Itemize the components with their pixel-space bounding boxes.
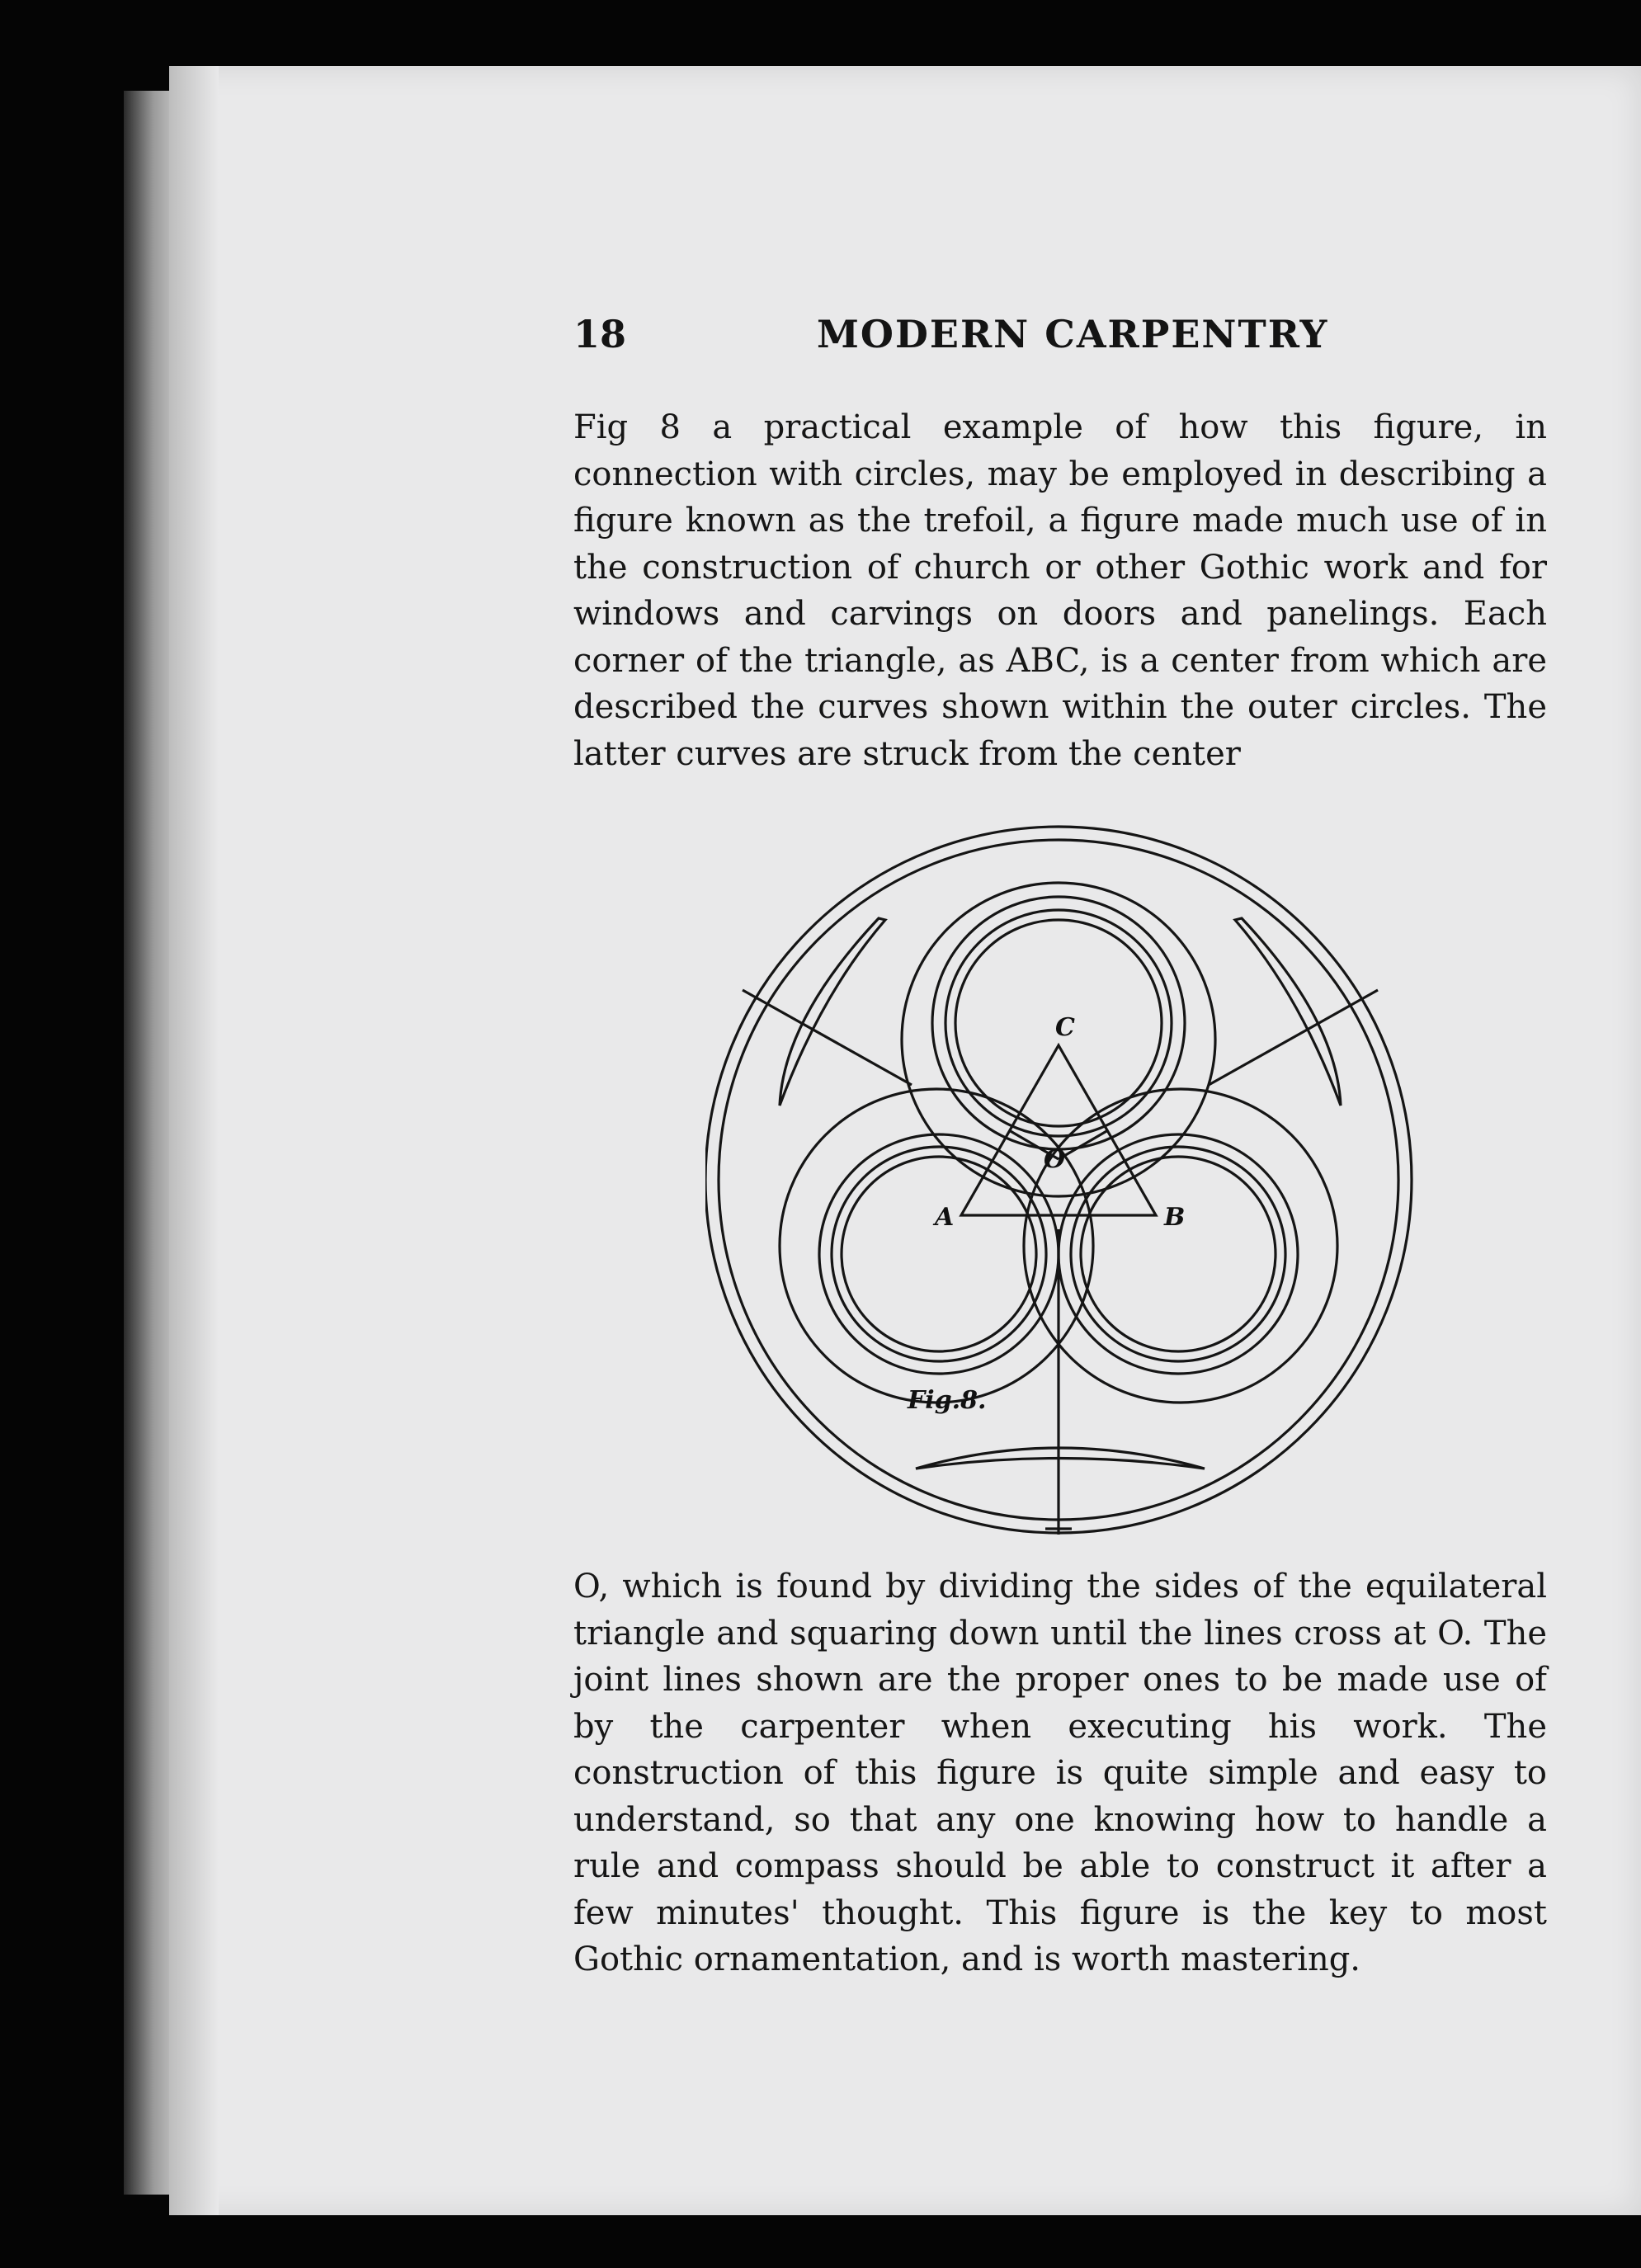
right-lobe-ring-1 (1059, 1134, 1298, 1374)
label-o: O (1044, 1145, 1066, 1174)
right-lobe-ring-2 (1071, 1147, 1285, 1361)
running-title: MODERN CARPENTRY (817, 312, 1329, 356)
left-cusp-crescent (780, 918, 885, 1106)
page-header (573, 312, 1547, 370)
left-lobe-ring-1 (819, 1134, 1059, 1374)
page-gutter-shadow (169, 66, 219, 2215)
paragraph-top: Fig 8 a practical example of how this figure, in connection with circles, may be employed in describing a figure known as the trefoil, a figure made much use of in the construction of church or other Gothic work and for windows and carvings on doors and panelings. Each corner of the triangle, as ABC, is a center from which are described the curves shown within the outer circles. The latter curves are struck from the center (573, 408, 1547, 773)
figure-caption: Fig.8. (908, 1386, 987, 1415)
paragraph-bottom: O, which is found by dividing the sides of the equilateral triangle and squaring down until the lines cross at O. The joint lines shown are the proper ones to be made use of by the carpenter when executing his work. The construction of this figure is quite simple and easy to understand, so that any one knowing how to handle a rule and compass should be able to construct it after a few minutes' thought. This figure is the key to most Gothic ornamentation, and is worth mastering. (573, 1568, 1547, 1978)
label-a: A (935, 1203, 955, 1232)
trefoil-figure (705, 813, 1415, 1539)
trefoil-diagram (705, 813, 1415, 1539)
right-lobe-ring-3 (1081, 1157, 1276, 1351)
left-lobe-ring-3 (842, 1157, 1036, 1351)
label-b: B (1164, 1203, 1186, 1232)
bottom-cusp-crescent (916, 1448, 1205, 1469)
page-number: 18 (573, 312, 627, 356)
label-c: C (1055, 1013, 1075, 1042)
left-lobe-ring-2 (832, 1147, 1046, 1361)
